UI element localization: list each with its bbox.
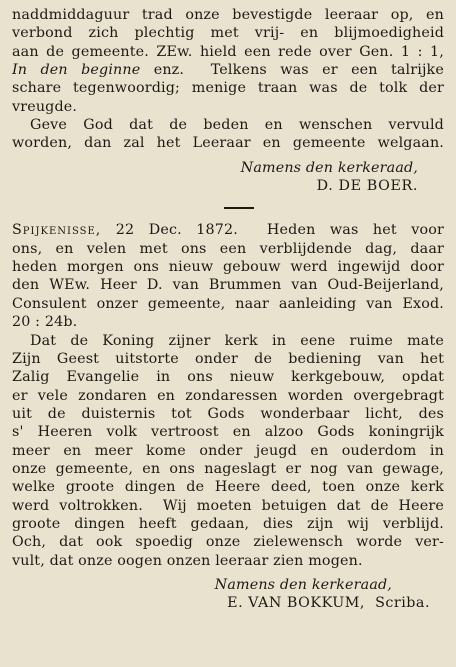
article2-para2-line-3: Zalig Evangelie in ons nieuw kerkgebouw, opdat	[12, 369, 444, 386]
article2-para2-line-2: Zijn Geest uitstorte onder de bediening van het	[12, 350, 444, 367]
article-2	[12, 221, 444, 612]
article2-line-2: ons, en velen met ons een verblijdende dag, daar	[12, 240, 444, 257]
article1-line-4	[12, 61, 444, 79]
article2-para2-line-1: Dat de Koning zijner kerk in eene ruime mate	[30, 332, 444, 349]
article2-para2-line-13: vult, dat onze oogen onzen leeraar zien mogen.	[12, 552, 363, 569]
article2-line-6: 20 : 24b.	[12, 314, 78, 331]
article1-signature-name: D. DE BOER.	[316, 178, 418, 195]
article1-line-4-rest: enz. Telkens was er een talrijke	[140, 62, 444, 79]
section-divider	[12, 195, 444, 221]
article1-para2-line-2: worden, dan zal het Leeraar en gemeente welgaan.	[12, 135, 444, 152]
article2-signature-label: Namens den kerkeraad,	[214, 576, 392, 593]
article2-line-3: heden morgen ons nieuw gebouw werd ingewijd door	[12, 259, 444, 276]
article1-line-1: naddmiddaguur trad onze bevestigde leeraar op, en	[12, 7, 444, 23]
article2-para2-line-12: Och, dat ook spoedig onze zielewensch worde ver-	[12, 534, 444, 551]
divider-rule	[224, 207, 254, 209]
article1-line-6: vreugde.	[12, 98, 78, 115]
article2-para2-line-6: s' Heeren volk vertroost en alzoo Gods koningrijk	[12, 424, 444, 441]
article1-italic-phrase: In den beginne	[12, 62, 141, 79]
article2-line-1	[12, 221, 444, 239]
article2-para2-line-7: meer en meer kome onder jeugd en ouderdom in	[12, 442, 444, 459]
article1-line-2: verbond zich plechtig met vrij- en blijmoedigheid	[12, 25, 444, 42]
article1-line-5: schare tegenwoordig; menige traan was de tolk der	[12, 80, 444, 97]
article2-para2-line-4: er vele zondaren en zondaressen worden overgebragt	[12, 387, 444, 404]
article2-para2-line-9: welke groote dingen de Heere deed, toen onze kerk	[12, 479, 444, 496]
article2-line-4: den WEw. Heer D. van Brummen van Oud-Beijerland,	[12, 277, 444, 294]
article2-para2-line-11: groote dingen heeft gedaan, dies zijn wij verblijd.	[12, 515, 444, 532]
article2-para2-line-8: onze gemeente, en ons nageslagt er nog van gewage,	[12, 460, 444, 477]
article2-place: Spijkenisse,	[12, 222, 102, 239]
article1-para2-line-1: Geve God dat de beden en wenschen vervuld	[30, 117, 444, 134]
article-1	[12, 6, 444, 195]
article2-line-5: Consulent onzer gemeente, naar aanleiding van Exod.	[12, 295, 444, 312]
article2-signature-name: E. VAN BOKKUM, Scriba.	[227, 595, 430, 612]
article1-line-3: aan de gemeente. ZEw. hield een rede over Gen. 1 : 1,	[12, 43, 444, 60]
article1-signature-label: Namens den kerkeraad,	[240, 159, 418, 176]
article2-para2-line-10: werd voltrokken. Wij moeten betuigen dat de Heere	[12, 497, 444, 514]
article2-line-1-rest: 22 Dec. 1872. Heden was het voor	[101, 222, 444, 239]
article2-para2-line-5: uit de duisternis tot Gods wonderbaar licht, des	[12, 405, 444, 422]
